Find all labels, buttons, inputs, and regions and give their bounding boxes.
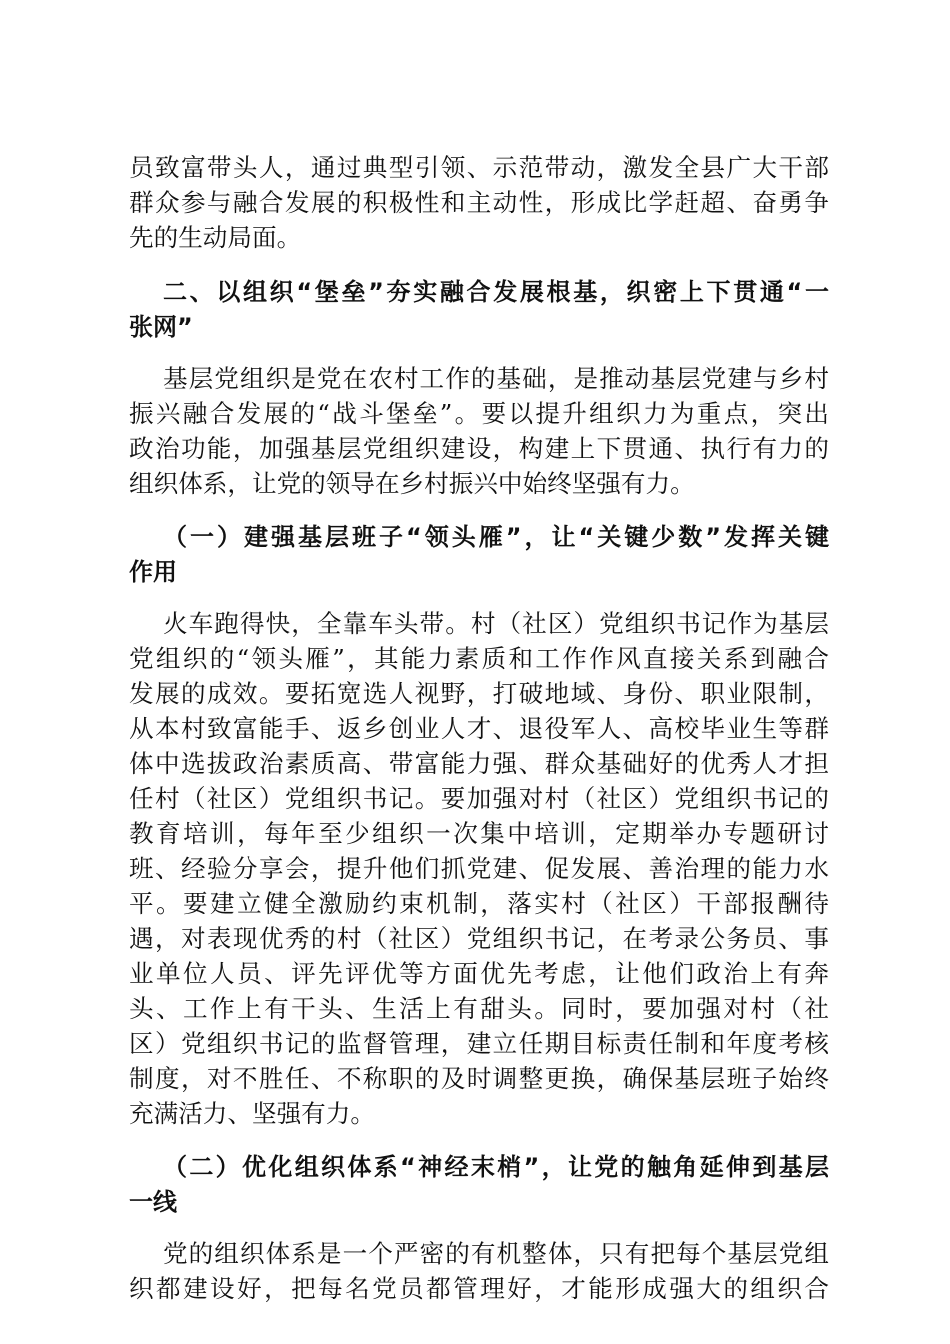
heading-line: （二）优化组织体系“神经末梢”，让党的触角延伸到基层 <box>163 1153 829 1181</box>
body-text-line: 员致富带头人，通过典型引领、示范带动，激发全县广大干部 <box>129 153 829 182</box>
body-text-line: 组织体系，让党的领导在乡村振兴中始终坚强有力。 <box>129 469 695 498</box>
body-text-line: 班、经验分享会，提升他们抓党建、促发展、善治理的能力水 <box>129 854 829 883</box>
body-text-line: 制度，对不胜任、不称职的及时调整更换，确保基层班子始终 <box>129 1064 829 1093</box>
body-text-line: 遇，对表现优秀的村（社区）党组织书记，在考录公务员、事 <box>129 924 829 953</box>
heading-line: 一线 <box>129 1188 177 1216</box>
body-text-line: 政治功能，加强基层党组织建设，构建上下贯通、执行有力的 <box>129 434 829 463</box>
body-text-line: 发展的成效。要拓宽选人视野，打破地域、身份、职业限制， <box>129 679 829 708</box>
body-text-line: 任村（社区）党组织书记。要加强对村（社区）党组织书记的 <box>129 784 829 813</box>
body-text-line: 火车跑得快，全靠车头带。村（社区）党组织书记作为基层 <box>163 609 829 638</box>
body-text-line: 党的组织体系是一个严密的有机整体，只有把每个基层党组 <box>163 1239 829 1268</box>
body-text-line: 体中选拔政治素质高、带富能力强、群众基础好的优秀人才担 <box>129 749 829 778</box>
body-text-line: 群众参与融合发展的积极性和主动性，形成比学赶超、奋勇争 <box>129 188 829 217</box>
body-text-line: 织都建设好，把每名党员都管理好，才能形成强大的组织合 <box>129 1274 829 1303</box>
body-text-line: 基层党组织是党在农村工作的基础，是推动基层党建与乡村 <box>163 364 829 393</box>
heading-line: （一）建强基层班子“领头雁”，让“关键少数”发挥关键 <box>163 523 829 551</box>
body-text-line: 头、工作上有干头、生活上有甜头。同时，要加强对村（社 <box>129 994 829 1023</box>
body-text-line: 平。要建立健全激励约束机制，落实村（社区）干部报酬待 <box>129 889 829 918</box>
body-text-line: 先的生动局面。 <box>129 223 302 252</box>
body-text-line: 区）党组织书记的监督管理，建立任期目标责任制和年度考核 <box>129 1029 829 1058</box>
heading-line: 张网” <box>129 313 193 341</box>
body-text-line: 振兴融合发展的“战斗堡垒”。要以提升组织力为重点，突出 <box>129 399 829 428</box>
body-text-line: 教育培训，每年至少组织一次集中培训，定期举办专题研讨 <box>129 819 829 848</box>
heading-line: 作用 <box>129 558 177 586</box>
heading-line: 二、以组织“堡垒”夯实融合发展根基，织密上下贯通“一 <box>163 278 829 306</box>
body-text-line: 党组织的“领头雁”，其能力素质和工作作风直接关系到融合 <box>129 644 829 673</box>
body-text-line: 从本村致富能手、返乡创业人才、退役军人、高校毕业生等群 <box>129 714 829 743</box>
body-text-line: 充满活力、坚强有力。 <box>129 1099 375 1128</box>
body-text-line: 业单位人员、评先评优等方面优先考虑，让他们政治上有奔 <box>129 959 829 988</box>
